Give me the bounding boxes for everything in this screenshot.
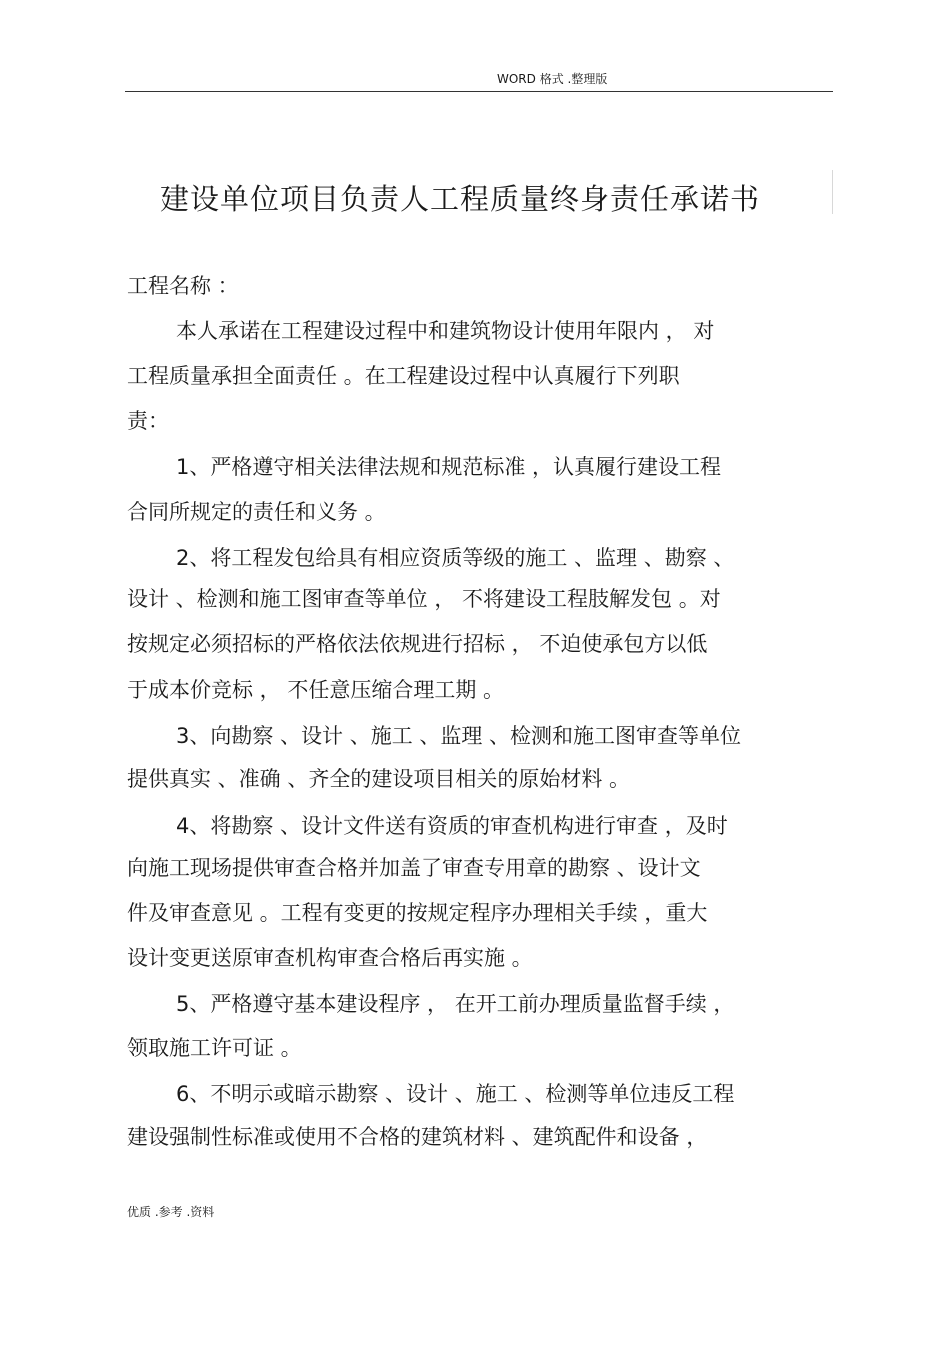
body-line: 于成本价竞标 ， 不任意压缩合理工期 。 xyxy=(127,678,505,702)
body-line: 3、向勘察 、设计 、施工 、监理 、检测和施工图审查等单位 xyxy=(176,724,742,748)
body-line: 建设强制性标准或使用不合格的建筑材料 、建筑配件和设备 ， xyxy=(127,1125,708,1149)
body-line: 按规定必须招标的严格依法依规进行招标 ， 不迫使承包方以低 xyxy=(127,632,708,656)
body-line: 2、将工程发包给具有相应资质等级的施工 、监理 、勘察 、 xyxy=(176,546,735,570)
document-title: 建设单位项目负责人工程质量终身责任承诺书 xyxy=(160,182,761,216)
body-line: 6、不明示或暗示勘察 、设计 、施工 、检测等单位违反工程 xyxy=(176,1082,735,1106)
body-line: 件及审查意见 。工程有变更的按规定程序办理相关手续 ，重大 xyxy=(127,901,708,925)
body-line: 工程质量承担全面责任 。在工程建设过程中认真履行下列职 xyxy=(127,364,680,388)
body-line: 1、严格遵守相关法律法规和规范标准 ，认真履行建设工程 xyxy=(176,455,722,479)
body-line: 向施工现场提供审查合格并加盖了审查专用章的勘察 、设计文 xyxy=(127,856,701,880)
page-footer: 优质 .参考 .资料 xyxy=(127,1205,215,1219)
project-name-label: 工程名称 ： xyxy=(127,274,239,298)
body-line: 责： xyxy=(127,409,169,433)
body-line: 设计 、检测和施工图审查等单位 ， 不将建设工程肢解发包 。对 xyxy=(127,587,721,611)
body-line: 提供真实 、准确 、齐全的建设项目相关的原始材料 。 xyxy=(127,767,631,791)
body-line: 合同所规定的责任和义务 。 xyxy=(127,500,386,524)
body-line: 4、将勘察 、设计文件送有资质的审查机构进行审查 ，及时 xyxy=(176,814,728,838)
body-line: 领取施工许可证 。 xyxy=(127,1036,302,1060)
body-line: 5、严格遵守基本建设程序 ， 在开工前办理质量监督手续 ， xyxy=(176,992,735,1016)
margin-line xyxy=(832,170,833,214)
body-line: 设计变更送原审查机构审查合格后再实施 。 xyxy=(127,946,533,970)
body-line: 本人承诺在工程建设过程中和建筑物设计使用年限内 ， 对 xyxy=(176,319,715,343)
header-rule xyxy=(125,91,833,92)
page-header: WORD 格式 .整理版 xyxy=(497,72,608,86)
